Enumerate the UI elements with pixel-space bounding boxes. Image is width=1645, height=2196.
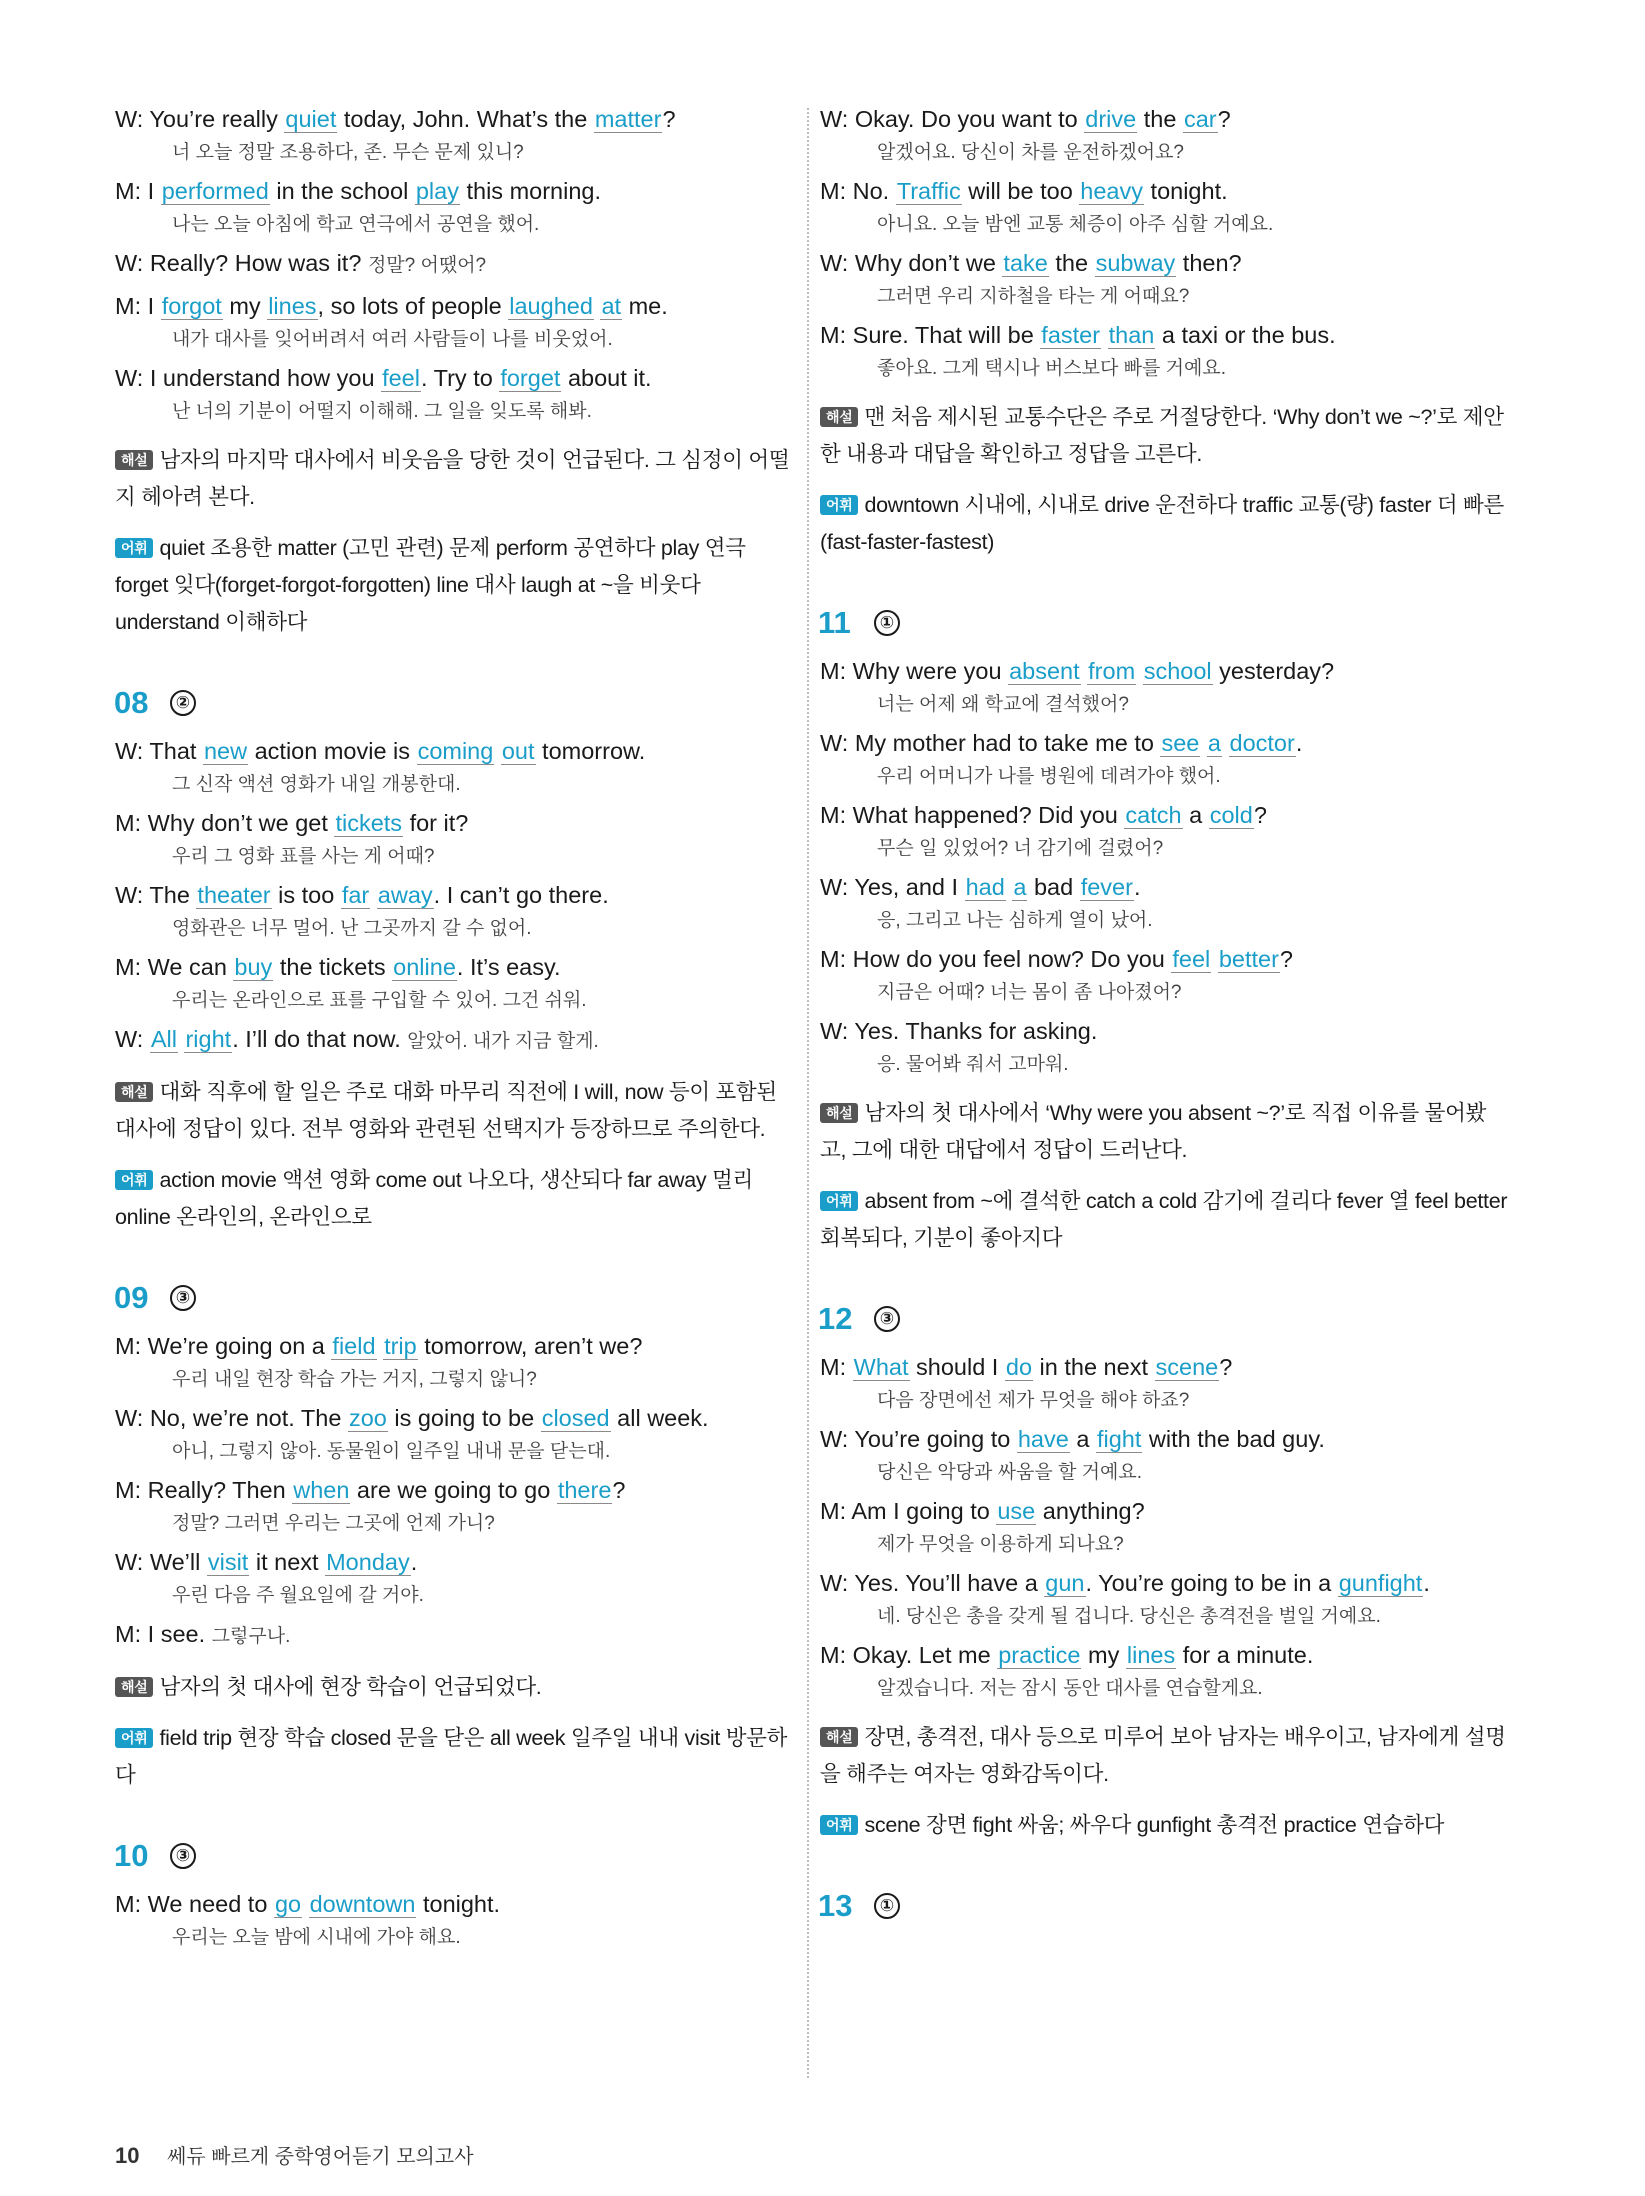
explanation-note: 해설 장면, 총격전, 대사 등으로 미루어 보아 남자는 배우이고, 남자에게 설명을 해주는 여자는 영화감독이다. xyxy=(820,1725,1506,1786)
explanation-tag: 해설 xyxy=(820,1727,858,1747)
question-header xyxy=(819,1301,1510,1337)
speaker-label: W: xyxy=(820,874,855,900)
vocabulary-note: 어휘 quiet 조용한 matter (고민 관련) 문제 perform 공연하다 play 연극 forget 잊다(forget-forgot-forgotten) line 대사 laugh at ~을 비웃다 understand 이해하다 xyxy=(115,536,746,634)
dialogue-line: W: Yes, and I had a bad fever. xyxy=(820,874,1141,900)
vocabulary-tag: 어휘 xyxy=(115,1728,153,1748)
translation-line: 난 너의 기분이 어떨지 이해해. 그 일을 잊도록 해봐. xyxy=(172,401,592,422)
vocabulary-tag: 어휘 xyxy=(820,495,858,515)
vocabulary-note: 어휘 downtown 시내에, 시내로 drive 운전하다 traffic 교통(량) faster 더 빠른(fast-faster-fastest) xyxy=(820,493,1504,554)
vocabulary-note: 어휘 action movie 액션 영화 come out 나오다, 생산되다 far away 멀리 online 온라인의, 온라인으로 xyxy=(115,1168,753,1229)
blank-answer: play xyxy=(415,178,459,204)
vocabulary-note: 어휘 field trip 현장 학습 closed 문을 닫은 all week 일주일 내내 visit 방문하다 xyxy=(115,1726,788,1787)
speaker-label: M: xyxy=(820,658,853,684)
question-number: 08 xyxy=(114,685,149,720)
dialogue-line: W: I understand how you feel. Try to forget about it. xyxy=(115,365,652,391)
blank-answer: car xyxy=(1183,106,1217,132)
question-number: 12 xyxy=(818,1301,853,1336)
translation-inline: 그렇구나. xyxy=(211,1626,291,1647)
blank-answer: doctor xyxy=(1229,730,1295,756)
vocabulary-tag: 어휘 xyxy=(115,538,153,558)
blank-answer: performed xyxy=(161,178,269,204)
dialogue-line: M: Am I going to use anything? xyxy=(820,1498,1145,1524)
translation-line: 우리 그 영화 표를 사는 게 어때? xyxy=(172,846,435,867)
speaker-label: M: xyxy=(820,802,853,828)
translation-line: 나는 오늘 아침에 학교 연극에서 공연을 했어. xyxy=(172,214,540,235)
speaker-label: M: xyxy=(820,946,853,972)
translation-line: 다음 장면에선 제가 무엇을 해야 하죠? xyxy=(877,1390,1190,1411)
blank-answer: feel xyxy=(382,365,420,391)
speaker-label: W: xyxy=(115,1405,150,1431)
translation-line: 우리는 오늘 밤에 시내에 가야 해요. xyxy=(172,1927,461,1948)
answer-choice: ③ xyxy=(874,1306,900,1332)
blank-answer: far xyxy=(341,882,370,908)
dialogue-line: M: We need to go downtown tonight. xyxy=(115,1891,501,1917)
blank-answer: fight xyxy=(1096,1426,1142,1452)
right-column xyxy=(820,100,1510,1936)
answer-choice: ① xyxy=(874,1893,900,1919)
explanation-note: 해설 남자의 첫 대사에서 ‘Why were you absent ~?’로 직접 이유를 물어봤고, 그에 대한 대답에서 정답이 드러난다. xyxy=(820,1101,1487,1162)
dialogue-line: M: No. Traffic will be too heavy tonight. xyxy=(820,178,1228,204)
question-number: 09 xyxy=(114,1280,149,1315)
blank-answer: absent xyxy=(1009,658,1080,684)
translation-line: 너 오늘 정말 조용하다, 존. 무슨 문제 있니? xyxy=(172,142,524,163)
blank-answer: practice xyxy=(998,1642,1081,1668)
blank-answer: trip xyxy=(384,1333,417,1359)
translation-inline: 정말? 어땠어? xyxy=(367,255,487,276)
blank-answer: a xyxy=(1207,730,1221,756)
speaker-label: W: xyxy=(820,250,855,276)
dialogue-line: M: Sure. That will be faster than a taxi or the bus. xyxy=(820,322,1336,348)
blank-answer: see xyxy=(1161,730,1200,756)
speaker-label: W: xyxy=(115,106,150,132)
translation-inline: 알았어. 내가 지금 할게. xyxy=(407,1031,599,1052)
vocabulary-note: 어휘 scene 장면 fight 싸움; 싸우다 gunfight 총격전 practice 연습하다 xyxy=(820,1807,1510,1844)
blank-answer: cold xyxy=(1209,802,1253,828)
blank-answer: zoo xyxy=(348,1405,387,1431)
explanation-tag: 해설 xyxy=(115,450,153,470)
speaker-label: W: xyxy=(820,1018,855,1044)
blank-answer: gun xyxy=(1045,1570,1085,1596)
blank-answer: gunfight xyxy=(1338,1570,1423,1596)
translation-line: 제가 무엇을 이용하게 되나요? xyxy=(877,1534,1124,1555)
dialogue-line: M: Okay. Let me practice my lines for a minute. xyxy=(820,1642,1314,1668)
translation-line: 응. 물어봐 줘서 고마워. xyxy=(877,1054,1069,1075)
explanation-note: 해설 남자의 마지막 대사에서 비웃음을 당한 것이 언급된다. 그 심정이 어떨지 헤아려 본다. xyxy=(115,448,790,509)
explanation-tag: 해설 xyxy=(115,1677,153,1697)
blank-answer: fever xyxy=(1080,874,1133,900)
answer-choice: ③ xyxy=(170,1285,196,1311)
blank-answer: when xyxy=(293,1477,350,1503)
speaker-label: W: xyxy=(115,1026,150,1052)
book-title: 쎄듀 빠르게 중학영어듣기 모의고사 xyxy=(167,2146,474,2168)
explanation-tag: 해설 xyxy=(820,1103,858,1123)
answer-choice: ① xyxy=(874,610,900,636)
blank-answer: closed xyxy=(541,1405,610,1431)
blank-answer: quiet xyxy=(285,106,337,132)
blank-answer: downtown xyxy=(309,1891,416,1917)
blank-answer: a xyxy=(1013,874,1027,900)
blank-answer: from xyxy=(1088,658,1136,684)
speaker-label: W: xyxy=(115,1549,150,1575)
speaker-label: W: xyxy=(820,730,855,756)
dialogue-line: W: Yes. Thanks for asking. xyxy=(820,1018,1098,1044)
speaker-label: W: xyxy=(820,106,855,132)
speaker-label: M: xyxy=(115,1891,148,1917)
translation-line: 지금은 어때? 너는 몸이 좀 나아졌어? xyxy=(877,982,1182,1003)
blank-answer: take xyxy=(1003,250,1048,276)
dialogue-line: M: What happened? Did you catch a cold? xyxy=(820,802,1267,828)
speaker-label: W: xyxy=(820,1426,855,1452)
blank-answer: right xyxy=(185,1026,232,1052)
translation-line: 그 신작 액션 영화가 내일 개봉한대. xyxy=(172,774,461,795)
blank-answer: lines xyxy=(268,293,317,319)
blank-answer: Traffic xyxy=(896,178,961,204)
dialogue-line: W: You’re really quiet today, John. What’s the matter? xyxy=(115,106,676,132)
translation-line: 너는 어제 왜 학교에 결석했어? xyxy=(877,694,1129,715)
explanation-tag: 해설 xyxy=(115,1082,153,1102)
translation-line: 정말? 그러면 우리는 그곳에 언제 가니? xyxy=(172,1513,495,1534)
speaker-label: W: xyxy=(115,882,150,908)
blank-answer: had xyxy=(965,874,1005,900)
speaker-label: M: xyxy=(820,1642,853,1668)
translation-line: 내가 대사를 잊어버려서 여러 사람들이 나를 비웃었어. xyxy=(172,329,613,350)
translation-line: 아니요. 오늘 밤엔 교통 체증이 아주 심할 거예요. xyxy=(877,214,1274,235)
blank-answer: feel xyxy=(1172,946,1211,972)
dialogue-line: M: How do you feel now? Do you feel better? xyxy=(820,946,1293,972)
blank-answer: visit xyxy=(207,1549,249,1575)
question-number: 13 xyxy=(818,1888,853,1923)
blank-answer: tickets xyxy=(335,810,403,836)
blank-answer: What xyxy=(853,1354,909,1380)
vocabulary-tag: 어휘 xyxy=(820,1815,858,1835)
blank-answer: Monday xyxy=(326,1549,410,1575)
blank-answer: All xyxy=(150,1026,177,1052)
vocabulary-tag: 어휘 xyxy=(820,1191,858,1211)
blank-answer: drive xyxy=(1085,106,1137,132)
blank-answer: heavy xyxy=(1080,178,1144,204)
speaker-label: W: xyxy=(115,738,150,764)
translation-line: 네. 당신은 총을 갖게 될 겁니다. 당신은 총격전을 벌일 거예요. xyxy=(877,1606,1381,1627)
speaker-label: M: xyxy=(820,1498,852,1524)
translation-line: 영화관은 너무 멀어. 난 그곳까지 갈 수 없어. xyxy=(172,918,532,939)
blank-answer: scene xyxy=(1155,1354,1219,1380)
dialogue-line: W: Yes. You’ll have a gun. You’re going to be in a gunfight. xyxy=(820,1570,1430,1596)
speaker-label: M: xyxy=(115,293,148,319)
explanation-note: 해설 대화 직후에 할 일은 주로 대화 마무리 직전에 I will, now 등이 포함된 대사에 정답이 있다. 전부 영화와 관련된 선택지가 등장하므로 주의한다. xyxy=(115,1080,777,1141)
blank-answer: use xyxy=(997,1498,1036,1524)
speaker-label: M: xyxy=(820,322,853,348)
dialogue-line: M: Why don’t we get tickets for it? xyxy=(115,810,469,836)
question-header xyxy=(115,685,795,721)
blank-answer: away xyxy=(377,882,433,908)
question-number: 10 xyxy=(114,1838,149,1873)
dialogue-line: W: You’re going to have a fight with the bad guy. xyxy=(820,1426,1325,1452)
question-header xyxy=(819,1888,1510,1924)
explanation-note: 해설 맨 처음 제시된 교통수단은 주로 거절당한다. ‘Why don’t we ~?’로 제안한 내용과 대답을 확인하고 정답을 고른다. xyxy=(820,405,1504,466)
dialogue-line: W: All right. I’ll do that now. 알았어. 내가 지금 할게. xyxy=(115,1026,599,1052)
speaker-label: M: xyxy=(115,1621,148,1647)
blank-answer: than xyxy=(1108,322,1155,348)
translation-line: 알겠어요. 당신이 차를 운전하겠어요? xyxy=(877,142,1184,163)
blank-answer: better xyxy=(1218,946,1279,972)
dialogue-line: W: My mother had to take me to see a doctor. xyxy=(820,730,1303,756)
translation-line: 우리 어머니가 나를 병원에 데려가야 했어. xyxy=(877,766,1221,787)
translation-line: 알겠습니다. 저는 잠시 동안 대사를 연습할게요. xyxy=(877,1678,1263,1699)
speaker-label: M: xyxy=(820,178,853,204)
blank-answer: out xyxy=(501,738,535,764)
blank-answer: forgot xyxy=(161,293,222,319)
explanation-tag: 해설 xyxy=(820,407,858,427)
dialogue-line: W: Okay. Do you want to drive the car? xyxy=(820,106,1231,132)
dialogue-line: M: We’re going on a field trip tomorrow, aren’t we? xyxy=(115,1333,643,1359)
blank-answer: coming xyxy=(417,738,494,764)
left-column xyxy=(115,100,795,1958)
speaker-label: W: xyxy=(115,250,150,276)
speaker-label: W: xyxy=(820,1570,855,1596)
explanation-note: 해설 남자의 첫 대사에 현장 학습이 언급되었다. xyxy=(115,1669,795,1706)
vocabulary-note: 어휘 absent from ~에 결석한 catch a cold 감기에 걸리다 fever 열 feel better 회복되다, 기분이 좋아지다 xyxy=(820,1189,1508,1250)
blank-answer: field xyxy=(332,1333,376,1359)
blank-answer: at xyxy=(601,293,622,319)
translation-line: 아니, 그렇지 않아. 동물원이 일주일 내내 문을 닫는대. xyxy=(172,1441,611,1462)
speaker-label: M: xyxy=(115,954,148,980)
page-number: 10 xyxy=(115,2143,140,2168)
speaker-label: M: xyxy=(115,178,148,204)
translation-line: 당신은 악당과 싸움을 할 거예요. xyxy=(877,1462,1142,1483)
blank-answer: have xyxy=(1017,1426,1069,1452)
translation-line: 우리는 온라인으로 표를 구입할 수 있어. 그건 쉬워. xyxy=(172,990,587,1011)
blank-answer: catch xyxy=(1125,802,1182,828)
answer-choice: ③ xyxy=(170,1843,196,1869)
translation-line: 그러면 우리 지하철을 타는 게 어때요? xyxy=(877,286,1190,307)
translation-line: 우리 내일 현장 학습 가는 거지, 그렇지 않니? xyxy=(172,1369,537,1390)
dialogue-line: W: No, we’re not. The zoo is going to be closed all week. xyxy=(115,1405,709,1431)
translation-line: 우린 다음 주 월요일에 갈 거야. xyxy=(172,1585,424,1606)
vocabulary-tag: 어휘 xyxy=(115,1170,153,1190)
speaker-label: M: xyxy=(115,1477,148,1503)
column-divider xyxy=(807,108,809,2078)
question-header xyxy=(115,1838,795,1874)
speaker-label: M: xyxy=(115,1333,148,1359)
blank-answer: do xyxy=(1005,1354,1033,1380)
dialogue-line: M: I see. 그렇구나. xyxy=(115,1621,291,1647)
speaker-label: M: xyxy=(820,1354,853,1380)
translation-line: 무슨 일 있었어? 너 감기에 걸렸어? xyxy=(877,838,1164,859)
blank-answer: laughed xyxy=(509,293,593,319)
page-footer xyxy=(115,2140,474,2169)
blank-answer: there xyxy=(557,1477,612,1503)
dialogue-line: M: I forgot my lines, so lots of people laughed at me. xyxy=(115,293,668,319)
speaker-label: M: xyxy=(115,810,148,836)
blank-answer: faster xyxy=(1041,322,1101,348)
dialogue-line: M: Why were you absent from school yesterday? xyxy=(820,658,1335,684)
blank-answer: matter xyxy=(594,106,662,132)
blank-answer: buy xyxy=(234,954,273,980)
dialogue-line: W: Really? How was it? 정말? 어땠어? xyxy=(115,250,487,276)
speaker-label: W: xyxy=(115,365,150,391)
translation-line: 응, 그리고 나는 심하게 열이 났어. xyxy=(877,910,1153,931)
dialogue-line: W: The theater is too far away. I can’t go there. xyxy=(115,882,609,908)
translation-line: 좋아요. 그게 택시나 버스보다 빠를 거예요. xyxy=(877,358,1226,379)
blank-answer: new xyxy=(203,738,248,764)
blank-answer: subway xyxy=(1095,250,1176,276)
blank-answer: forget xyxy=(500,365,561,391)
answer-choice: ② xyxy=(170,690,196,716)
dialogue-line: M: Really? Then when are we going to go there? xyxy=(115,1477,626,1503)
blank-answer: lines xyxy=(1126,1642,1176,1668)
dialogue-line: M: I performed in the school play this morning. xyxy=(115,178,602,204)
blank-answer: go xyxy=(274,1891,302,1917)
question-header xyxy=(115,1280,795,1316)
blank-answer: theater xyxy=(197,882,271,908)
dialogue-line: W: We’ll visit it next Monday. xyxy=(115,1549,418,1575)
question-header xyxy=(819,605,1510,641)
dialogue-line: W: That new action movie is coming out tomorrow. xyxy=(115,738,646,764)
dialogue-line: W: Why don’t we take the subway then? xyxy=(820,250,1242,276)
dialogue-line: M: What should I do in the next scene? xyxy=(820,1354,1233,1380)
dialogue-line: M: We can buy the tickets online. It’s easy. xyxy=(115,954,561,980)
blank-answer: school xyxy=(1143,658,1212,684)
question-number: 11 xyxy=(818,605,851,640)
blank-answer: online xyxy=(393,954,456,980)
